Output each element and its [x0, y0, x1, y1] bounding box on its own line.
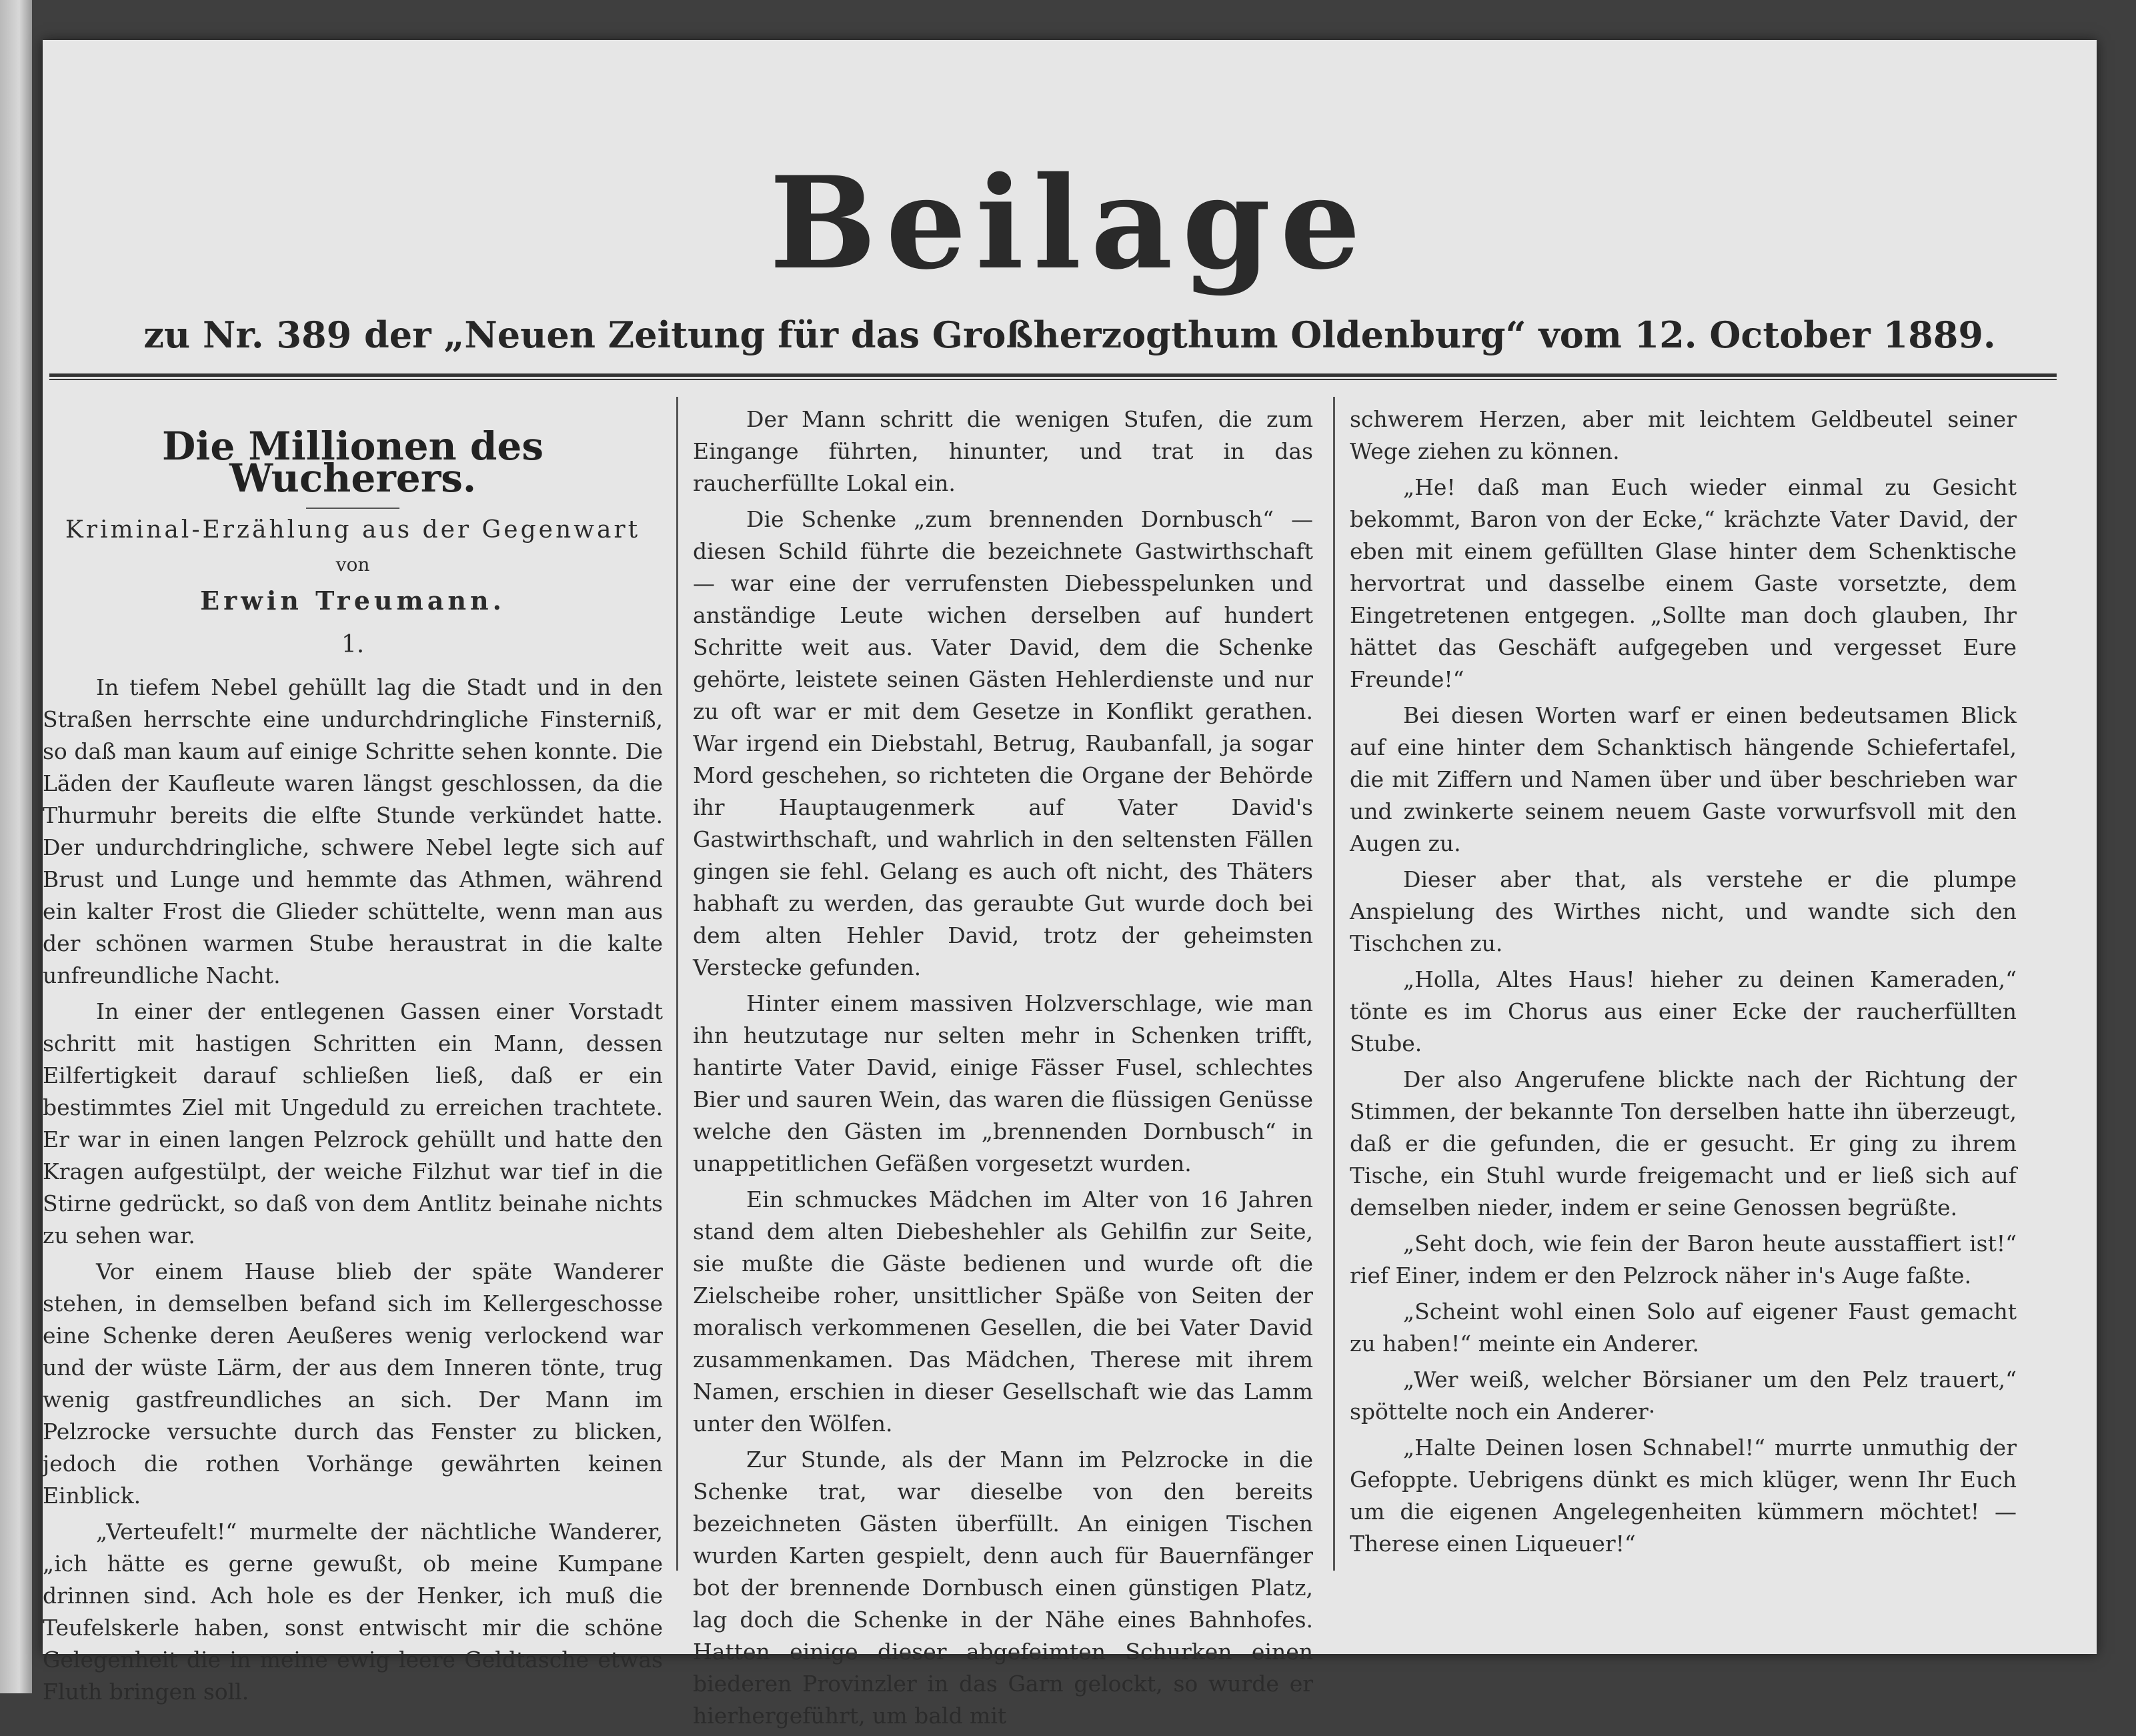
story-title: Die Millionen des Wucherers.: [162, 423, 544, 501]
masthead-subtitle: zu Nr. 389 der „Neuen Zeitung für das Großherzogthum Oldenburg“ vom 12. October 1889.: [143, 313, 1996, 356]
paragraph: „He! daß man Euch wieder einmal zu Gesicht bekommt, Baron von der Ecke,“ krächzte Vater David, der eben mit einem gefüllten Glase hinter dem Schenktische hervortrat und dasselbe einem Gaste vorsetzte, dem Eingetretenen entgegen. „Sollte man doch glauben, Ihr hättet das Geschäft aufgegeben und vergesset Eure Freunde!“: [1350, 474, 2017, 692]
paragraph: „Verteufelt!“ murmelte der nächtliche Wanderer, „ich hätte es gerne gewußt, ob meine Kumpane drinnen sind. Ach hole es der Henker, ich muß die Teufelskerle haben, sonst entwischt mir die schöne Gelegenheit die in meine ewig leere Geldtasche etwas Fluth bringen soll.: [43, 1519, 663, 1705]
paragraph: schwerem Herzen, aber mit leichtem Geldbeutel seiner Wege ziehen zu können.: [1350, 406, 2017, 464]
column-divider-2: [1333, 397, 1335, 1571]
paragraph: „Halte Deinen losen Schnabel!“ murrte unmuthig der Gefoppte. Uebrigens dünkt es mich klüger, wenn Ihr Euch um die eigenen Angelegenheiten kümmern möchtet! — Therese einen Liqueuer!“: [1350, 1435, 2017, 1557]
page-edge-left: [0, 0, 32, 1693]
paragraph: Dieser aber that, als verstehe er die plumpe Anspielung des Wirthes nicht, und wandte sich den Tischchen zu.: [1350, 866, 2017, 956]
column-2: [693, 403, 1313, 1736]
story-byline-von: von: [335, 554, 370, 576]
title-divider: [306, 508, 399, 509]
masthead: [43, 40, 2097, 356]
column-1: [43, 403, 663, 1712]
paragraph: Der Mann schritt die wenigen Stufen, die zum Eingange führten, hinunter, und trat in das raucherfüllte Lokal ein.: [693, 406, 1313, 496]
masthead-title: Beilage: [769, 149, 1370, 297]
story-author: Erwin Treumann.: [200, 586, 505, 616]
paragraph: „Wer weiß, welcher Börsianer um den Pelz trauert,“ spöttelte noch ein Anderer·: [1350, 1367, 2017, 1425]
paragraph: „Holla, Altes Haus! hieher zu deinen Kameraden,“ tönte es im Chorus aus einer Ecke der raucherfüllten Stube.: [1350, 966, 2017, 1056]
chapter-number: 1.: [341, 631, 365, 658]
paragraph: Hinter einem massiven Holzverschlage, wie man ihn heutzutage nur selten mehr in Schenken trifft, hantirte Vater David, einige Fässer Fusel, schlechtes Bier und sauren Wein, das waren die flüssigen Genüsse welche den Gästen im „brennenden Dornbusch“ in unappetitlichen Gefäßen vorgesetzt wurden.: [693, 990, 1313, 1176]
masthead-rule: [49, 373, 2057, 380]
paragraph: Der also Angerufene blickte nach der Richtung der Stimmen, der bekannte Ton derselben hatte ihn überzeugt, daß er die gefunden, die er gesucht. Er ging zu ihrem Tische, ein Stuhl wurde freigemacht und er ließ sich auf demselben nieder, indem er seine Genossen begrüßte.: [1350, 1066, 2017, 1220]
paragraph: „Scheint wohl einen Solo auf eigener Faust gemacht zu haben!“ meinte ein Anderer.: [1350, 1298, 2017, 1357]
paragraph: In einer der entlegenen Gassen einer Vorstadt schritt mit hastigen Schritten ein Mann, dessen Eilfertigkeit darauf schließen ließ, daß er ein bestimmtes Ziel mit Ungeduld zu erreichen trachtete. Er war in einen langen Pelzrock gehüllt und hatte den Kragen aufgestülpt, der weiche Filzhut war tief in die Stirne gedrückt, so daß von dem Antlitz beinahe nichts zu sehen war.: [43, 998, 663, 1248]
paragraph: In tiefem Nebel gehüllt lag die Stadt und in den Straßen herrschte eine undurchdringliche Finsterniß, so daß man kaum auf einige Schritte sehen konnte. Die Läden der Kaufleute waren längst geschlossen, da die Thurmuhr bereits die elfte Stunde verkündet hatte. Der undurchdringliche, schwere Nebel legte sich auf Brust und Lunge und hemmte das Athmen, während ein kalter Frost die Glieder schüttelte, wenn man aus der schönen warmen Stube heraustrat in die kalte unfreundliche Nacht.: [43, 674, 663, 988]
paragraph: Die Schenke „zum brennenden Dornbusch“ — diesen Schild führte die bezeichnete Gastwirthschaft — war eine der verrufensten Diebesspelunken und anständige Leute wichen derselben auf hundert Schritte weit aus. Vater David, dem die Schenke gehörte, leistete seinen Gästen Hehlerdienste und nur zu oft war er mit dem Gesetze in Konflikt gerathen. War irgend ein Diebstahl, Betrug, Raubanfall, ja sogar Mord geschehen, so richteten die Organe der Behörde ihr Hauptaugenmerk auf Vater David's Gastwirthschaft, und wahrlich in den seltensten Fällen gingen sie fehl. Gelang es auch oft nicht, des Thäters habhaft zu werden, das geraubte Gut wurde doch bei dem alten Hehler David, trotz der geheimsten Verstecke gefunden.: [693, 506, 1313, 980]
paragraph: Zur Stunde, als der Mann im Pelzrocke in die Schenke trat, war dieselbe von den bereits bezeichneten Gästen überfüllt. An einigen Tischen wurden Karten gespielt, denn auch für Bauernfänger bot der brennende Dornbusch einen günstigen Platz, lag doch die Schenke in der Nähe eines Bahnhofes. Hatten einige dieser abgefeimten Schurken einen biederen Provinzler in das Garn gelockt, so wurde er hierhergeführt, um bald mit: [693, 1447, 1313, 1729]
paragraph: Bei diesen Worten warf er einen bedeutsamen Blick auf eine hinter dem Schanktisch hängende Schiefertafel, die mit Ziffern und Namen über und über beschrieben war und zwinkerte seinem neuem Gaste vorwurfsvoll mit den Augen zu.: [1350, 702, 2017, 856]
newspaper-page: [43, 40, 2097, 1729]
column-divider-1: [676, 397, 678, 1571]
paragraph: Vor einem Hause blieb der späte Wanderer stehen, in demselben befand sich im Kellergeschosse eine Schenke deren Aeußeres wenig verlockend war und der wüste Lärm, der aus dem Inneren tönte, trug wenig gastfreundliches an sich. Der Mann im Pelzrocke versuchte durch das Fenster zu blicken, jedoch die rothen Vorhänge gewährten keinen Einblick.: [43, 1258, 663, 1509]
column-3: [1350, 403, 2017, 1564]
paragraph: „Seht doch, wie fein der Baron heute ausstaffiert ist!“ rief Einer, indem er den Pelzrock näher in's Auge faßte.: [1350, 1230, 2017, 1288]
story-subtitle: Kriminal-Erzählung aus der Gegenwart: [65, 516, 641, 544]
paragraph: Ein schmuckes Mädchen im Alter von 16 Jahren stand dem alten Diebeshehler als Gehilfin zur Seite, sie mußte die Gäste bedienen und wurde oft die Zielscheibe roher, unsittlicher Späße von Seiten der moralisch verkommenen Gesellen, die bei Vater David zusammenkamen. Das Mädchen, Therese mit ihrem Namen, erschien in dieser Gesellschaft wie das Lamm unter den Wölfen.: [693, 1186, 1313, 1437]
